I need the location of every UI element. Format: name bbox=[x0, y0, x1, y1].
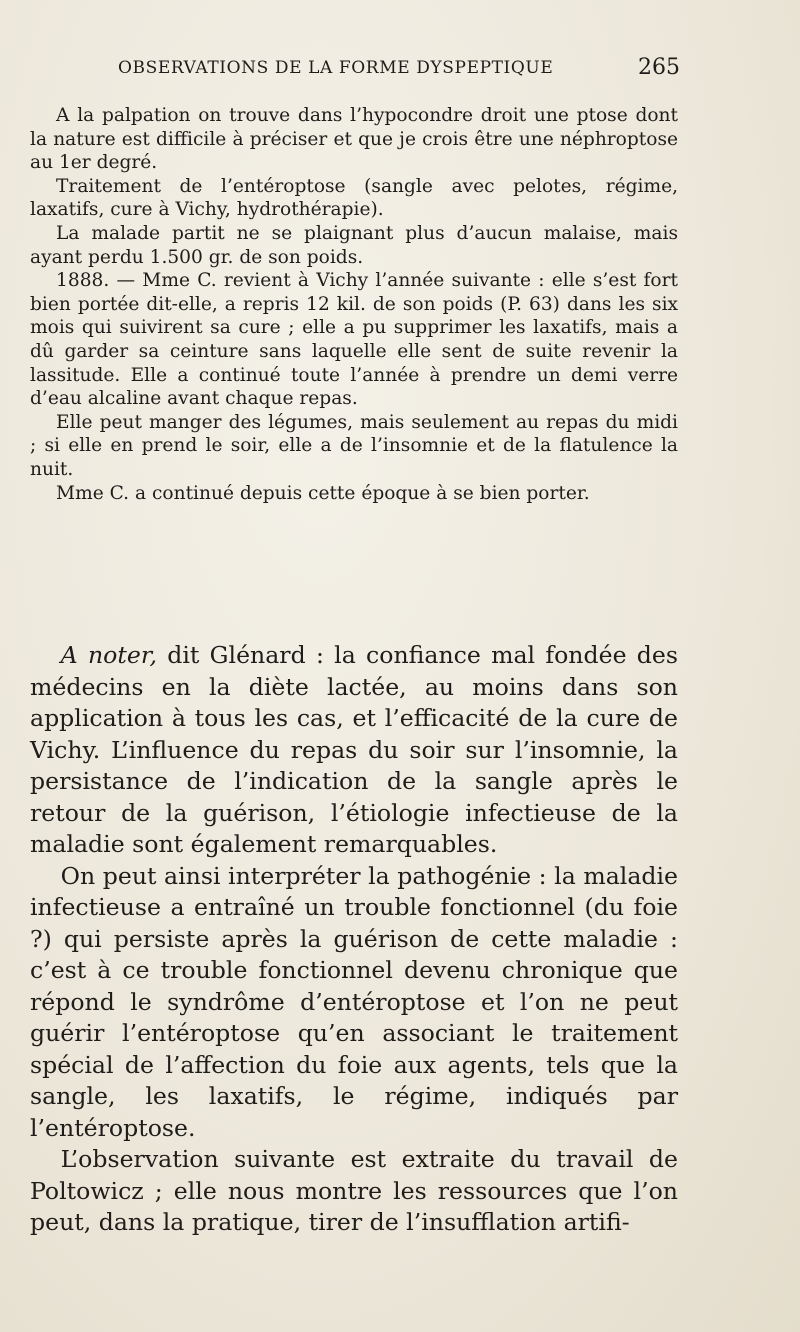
page-number: 265 bbox=[638, 55, 680, 80]
paragraph: La malade partit ne se plaignant plus d’aucun malaise, mais ayant perdu 1.500 gr. de son poids. bbox=[30, 222, 678, 268]
paragraph: 1888. — Mme C. revient à Vichy l’année suivante : elle s’est fort bien portée dit-elle, a repris 12 kil. de son poids (P. 63) dans les six mois qui suivirent sa cure ; elle a pu supprimer les laxatifs, mais a dû garder sa ceinture sans laquelle elle sent de suite revenir la lassitude. Elle a continué toute l’année à prendre un demi verre d’eau alcaline avant chaque repas. bbox=[30, 270, 678, 410]
paragraph: A la palpation on trouve dans l’hypocondre droit une ptose dont la nature est difficile à préciser et que je crois être une néphroptose au 1er degré. bbox=[30, 105, 678, 174]
paragraph: L’observation suivante est extraite du travail de Poltowicz ; elle nous montre les ressources que l’on peut, dans la pratique, tirer de l’insufflation artifi- bbox=[30, 1145, 678, 1236]
paragraph: On peut ainsi interpréter la pathogénie : la maladie infectieuse a entraîné un trouble fonctionnel (du foie ?) qui persiste après la guérison de cette maladie : c’est à ce trouble fonctionnel devenu chronique que répond le syndrôme d’entéroptose et l’on ne peut guérir l’entéroptose qu’en associant le traitement spécial de l’affection du foie aux agents, tels que la sangle, les laxatifs, le régime, indiqués par l’entéroptose. bbox=[30, 861, 678, 1142]
commentary bbox=[30, 640, 678, 1239]
paragraph: Elle peut manger des légumes, mais seulement au repas du midi ; si elle en prend le soir, elle a de l’insomnie et de la flatulence la nuit. bbox=[30, 411, 678, 480]
note-label: A noter, bbox=[60, 641, 158, 669]
running-title: OBSERVATIONS DE LA FORME DYSPEPTIQUE bbox=[118, 58, 554, 78]
case-notes bbox=[30, 104, 678, 505]
note-paragraph bbox=[30, 640, 678, 861]
running-header bbox=[118, 55, 680, 88]
note-text: dit Glénard : la confiance mal fondée des médecins en la diète lactée, au moins dans son application à tous les cas, et l’efficacité de la cure de Vichy. L’influence du repas du soir sur l’insomnie, la persistance de l’indication de la sangle après le retour de la guérison, l’étiologie infectieuse de la maladie sont également remarquables. bbox=[30, 641, 678, 858]
paragraph: Mme C. a continué depuis cette époque à se bien porter. bbox=[56, 482, 590, 504]
paragraph: Traitement de l’entéroptose (sangle avec pelotes, régime, laxatifs, cure à Vichy, hydrothérapie). bbox=[30, 175, 678, 221]
